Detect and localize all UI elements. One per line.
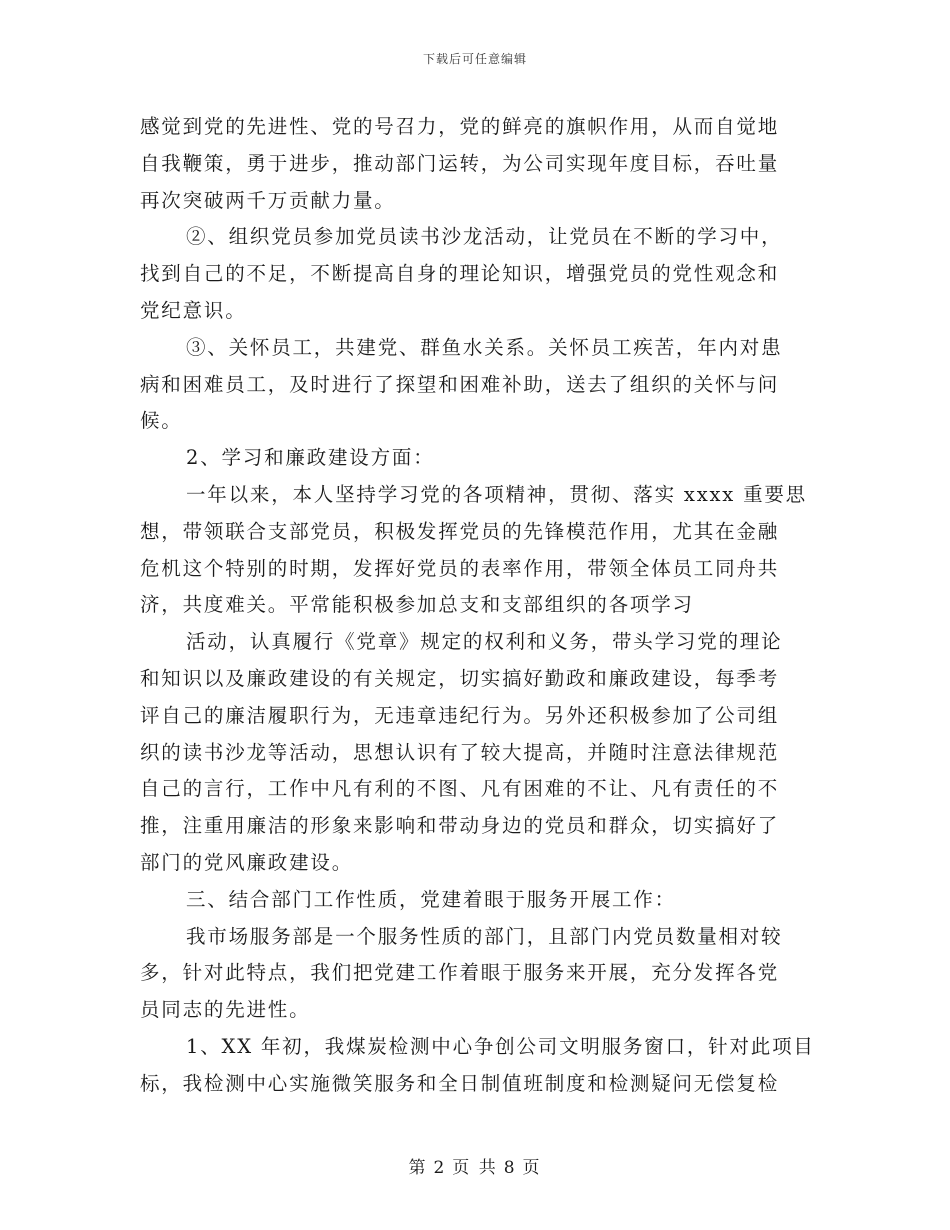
footer-suffix: 页 xyxy=(522,1158,542,1178)
text-line: 党纪意识。 xyxy=(140,298,247,322)
text-line: 多，针对此特点，我们把党建工作着眼于服务来开展，充分发挥各党 xyxy=(140,961,780,985)
document-body xyxy=(140,109,815,1103)
text-line: 员同志的先进性。 xyxy=(140,998,311,1022)
text-line: 找到自己的不足，不断提高自身的理论知识，增强党员的党性观念和 xyxy=(140,262,780,286)
text-line: 病和困难员工，及时进行了探望和困难补助，送去了组织的关怀与问 xyxy=(140,372,780,396)
text-line: 三、结合部门工作性质，党建着眼于服务开展工作： xyxy=(186,887,676,911)
text-line: 感觉到党的先进性、党的号召力，党的鲜亮的旗帜作用，从而自觉地 xyxy=(140,115,780,138)
text-line: 1、XX 年初，我煤炭检测中心争创公司文明服务窗口，针对此项目 xyxy=(186,1034,815,1058)
text-line: ②、组织党员参加党员读书沙龙活动，让党员在不断的学习中， xyxy=(186,225,783,249)
footer-page-number: 2 xyxy=(433,1158,447,1178)
text-line: 危机这个特别的时期，发挥好党员的表率作用，带领全体员工同舟共 xyxy=(140,556,780,580)
footer-mid: 页 共 xyxy=(452,1158,498,1178)
text-line: 候。 xyxy=(140,409,183,433)
text-line: 济，共度难关。平常能积极参加总支和支部组织的各项学习 xyxy=(140,593,694,617)
text-line: 活动，认真履行《党章》规定的权利和义务，带头学习党的理论 xyxy=(186,630,783,654)
text-line: 自己的言行，工作中凡有利的不图、凡有困难的不让、凡有责任的不 xyxy=(140,777,780,801)
text-line: 我市场服务部是一个服务性质的部门，且部门内党员数量相对较 xyxy=(186,924,783,948)
text-line: 部门的党风廉政建设。 xyxy=(140,850,354,874)
text-line: 评自己的廉洁履职行为，无违章违纪行为。另外还积极参加了公司组 xyxy=(140,703,780,727)
text-line: 推，注重用廉洁的形象来影响和带动身边的党员和群众，切实搞好了 xyxy=(140,814,780,838)
text-line: 再次突破两千万贡献力量。 xyxy=(140,188,396,212)
text-line: 2、学习和廉政建设方面： xyxy=(186,446,435,470)
text-line: ③、关怀员工，共建党、群鱼水关系。关怀员工疾苦，年内对患 xyxy=(186,335,783,359)
text-line: 和知识以及廉政建设的有关规定，切实搞好勤政和廉政建设，每季考 xyxy=(140,666,780,690)
text-line: 自我鞭策，勇于进步，推动部门运转，为公司实现年度目标，吞吐量 xyxy=(140,151,780,175)
footer-prefix: 第 xyxy=(408,1158,428,1178)
text-line: 标，我检测中心实施微笑服务和全日制值班制度和检测疑问无偿复检 xyxy=(140,1071,780,1095)
footer-total-pages: 8 xyxy=(503,1158,517,1178)
page-header: 下载后可任意编辑 xyxy=(422,52,527,66)
text-line: 织的读书沙龙等活动，思想认识有了较大提高，并随时注意法律规范 xyxy=(140,740,780,764)
text-line: 想，带领联合支部党员，积极发挥党员的先锋模范作用，尤其在金融 xyxy=(140,519,780,543)
page-footer xyxy=(0,1153,950,1178)
text-line: 一年以来，本人坚持学习党的各项精神，贯彻、落实 xxxx 重要思 xyxy=(186,482,807,506)
